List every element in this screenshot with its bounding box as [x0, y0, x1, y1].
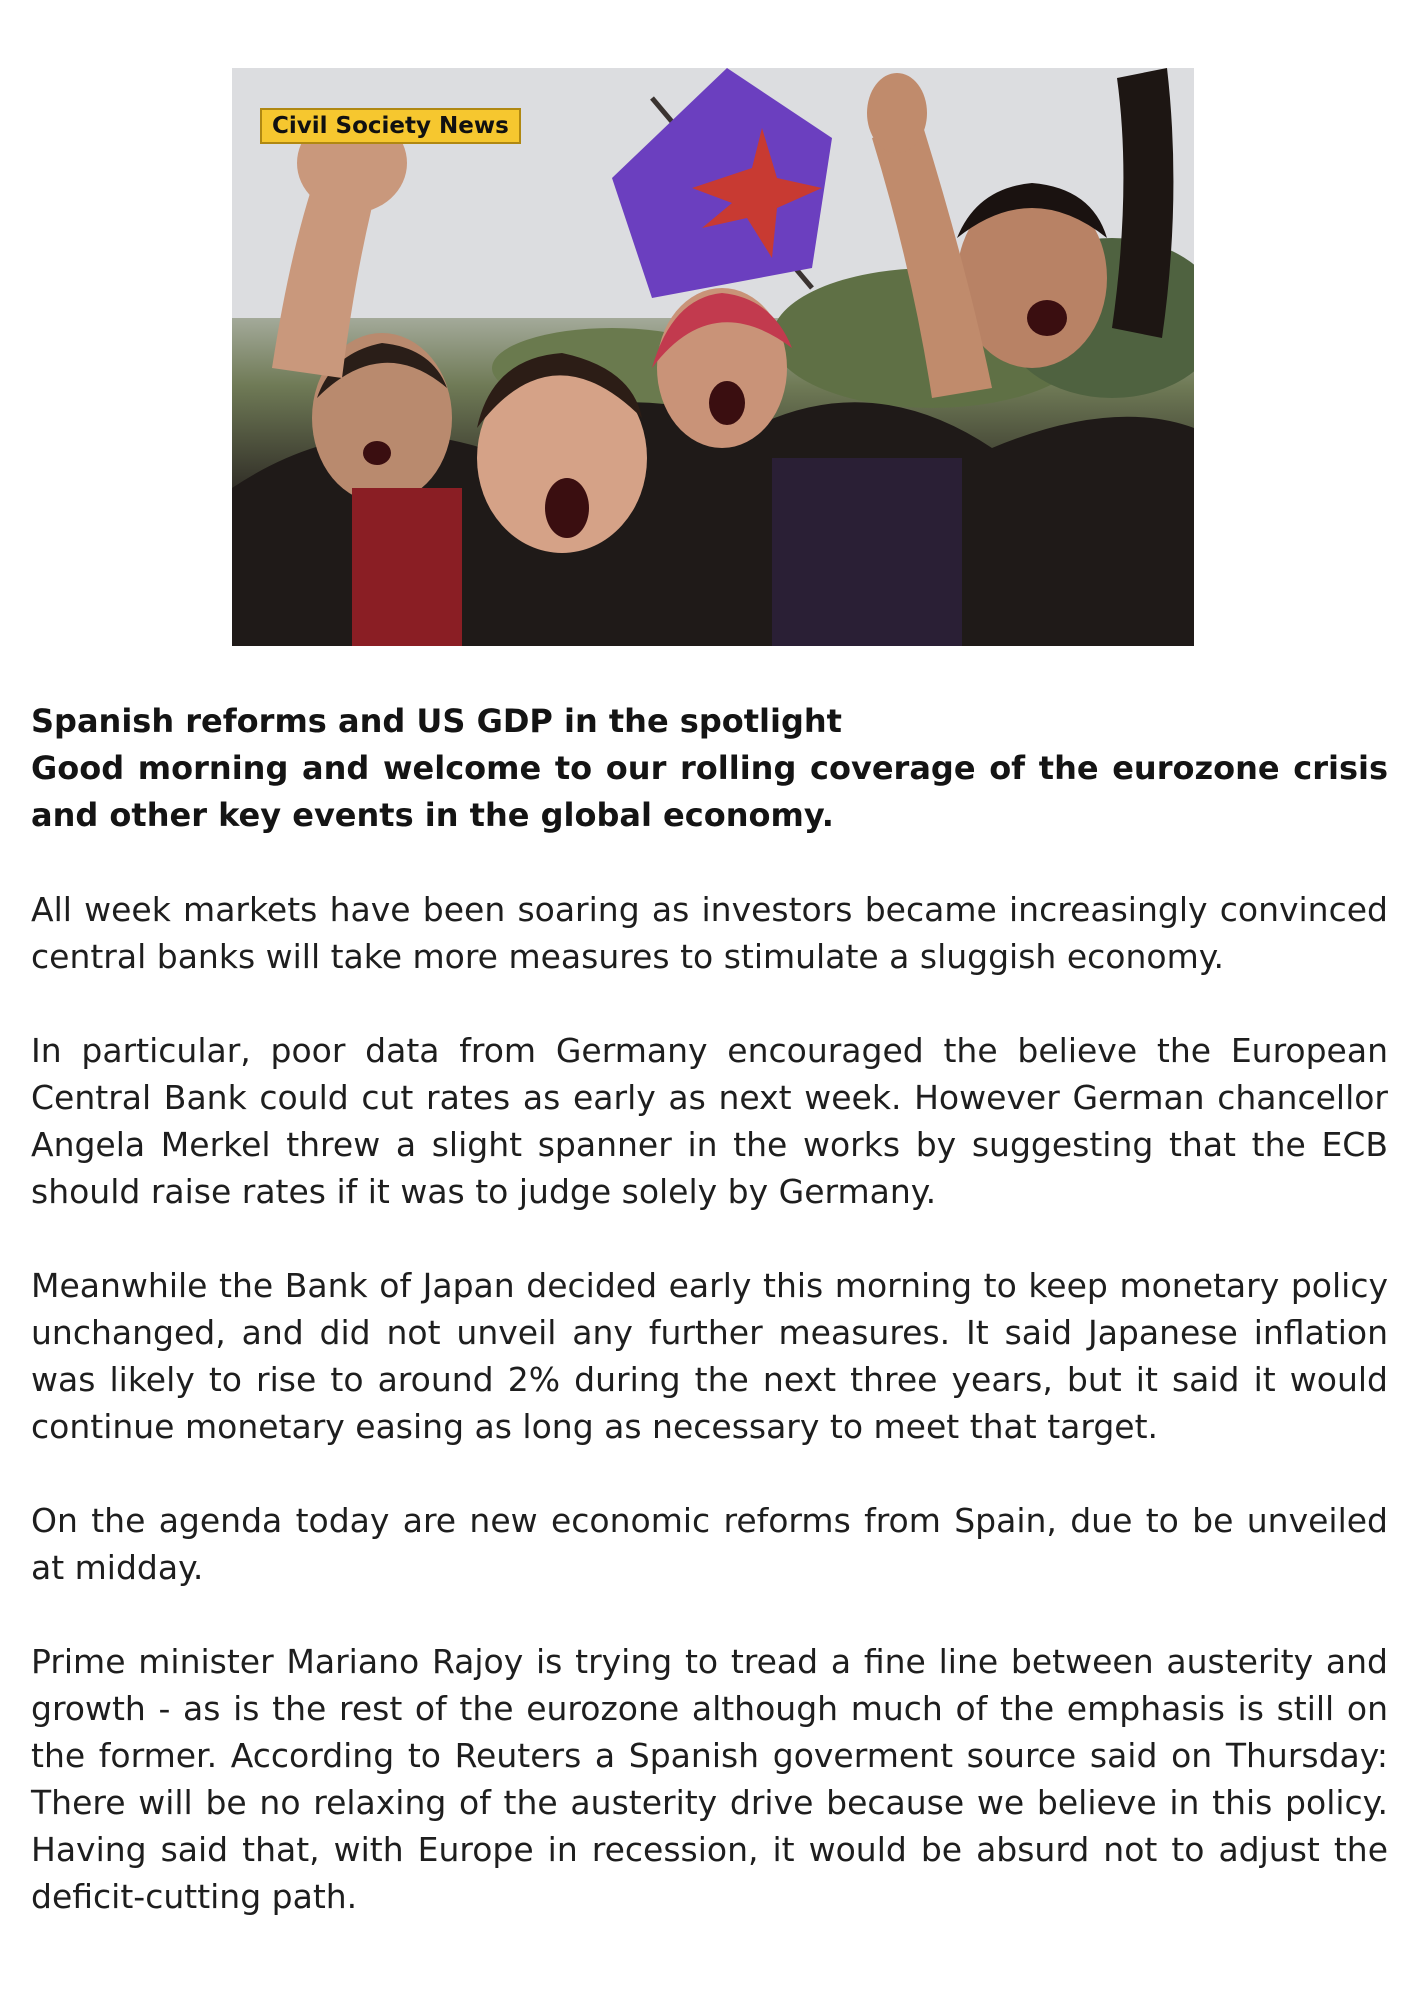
article-paragraph: Meanwhile the Bank of Japan decided early this morning to keep monetary policy unchanged, and did not unveil any further measures. It said Japanese inflation was likely to rise to around 2% during the next three years, but it said it would continue monetary easing as long as necessary to meet that target. [31, 1266, 1388, 1446]
protest-photo-illustration [232, 68, 1194, 646]
article-body [31, 698, 1388, 1920]
source-label-tag: Civil Society News [260, 108, 521, 144]
article-headline: Spanish reforms and US GDP in the spotlight [31, 702, 842, 740]
article-lead: Good morning and welcome to our rolling coverage of the eurozone crisis and other key events in the global economy. [31, 749, 1388, 834]
article-paragraph: Prime minister Mariano Rajoy is trying to tread a fine line between austerity and growth - as is the rest of the eurozone although much of the emphasis is still on the former. According to Reuters a Spanish goverment source said on Thursday: There will be no relaxing of the austerity drive because we believe in this policy. Having said that, with Europe in recession, it would be absurd not to adjust the deficit-cutting path. [31, 1642, 1388, 1916]
article-paragraph: In particular, poor data from Germany encouraged the believe the European Central Bank could cut rates as early as next week. However German chancellor Angela Merkel threw a slight spanner in the works by suggesting that the ECB should raise rates if it was to judge solely by Germany. [31, 1031, 1388, 1211]
article-paragraph: On the agenda today are new economic reforms from Spain, due to be unveiled at midday. [31, 1501, 1388, 1587]
protest-photo [232, 68, 1194, 646]
article-paragraph: All week markets have been soaring as investors became increasingly convinced central banks will take more measures to stimulate a sluggish economy. [31, 890, 1388, 976]
